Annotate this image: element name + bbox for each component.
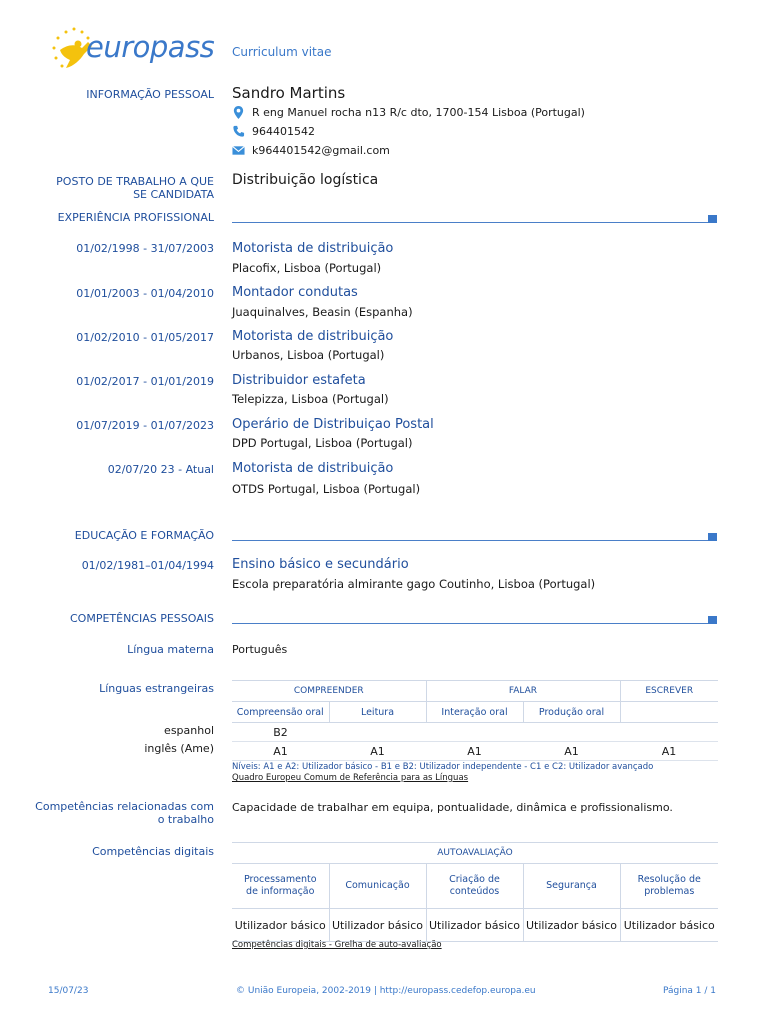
level-cell: B2 [232, 723, 329, 742]
digital-col-line: conteúdos [449, 886, 500, 897]
digital-col-header [232, 864, 329, 909]
email-icon [232, 144, 245, 157]
digital-level-cell: Utilizador básico [329, 909, 426, 942]
section-skills: COMPETÊNCIAS PESSOAIS [69, 612, 214, 625]
digital-col-header [329, 864, 426, 909]
experience-title: Motorista de distribuição [232, 329, 394, 344]
experience-title: Operário de Distribuiçao Postal [232, 417, 434, 432]
level-cell [426, 723, 523, 742]
address-row [232, 106, 585, 119]
language-name: espanhol [164, 724, 214, 737]
table-row [232, 723, 718, 742]
education-school: Escola preparatória almirante gago Coutinho, Lisboa (Portugal) [232, 577, 596, 591]
experience-date: 01/07/2019 - 01/07/2023 [76, 419, 214, 432]
digital-level-cell: Utilizador básico [523, 909, 620, 942]
experience-date: 01/02/1998 - 31/07/2003 [76, 242, 214, 255]
job-skills-label-line2: o trabalho [157, 813, 214, 826]
education-title: Ensino básico e secundário [232, 557, 409, 572]
experience-date: 01/02/2017 - 01/01/2019 [76, 375, 214, 388]
footer-date: 15/07/23 [48, 986, 89, 996]
level-cell [329, 723, 426, 742]
levels-note: Níveis: A1 e A2: Utilizador básico - B1 e B2: Utilizador independente - C1 e C2: Utilizador avançado [232, 762, 654, 772]
section-personal-info: INFORMAÇÃO PESSOAL [86, 88, 214, 101]
job-skills-label [35, 800, 214, 826]
header-autoavaliacao: AUTOAVALIAÇÃO [232, 843, 718, 864]
header-comp-oral: Compreensão oral [232, 702, 329, 723]
experience-date: 01/02/2010 - 01/05/2017 [76, 331, 214, 344]
experience-employer: OTDS Portugal, Lisboa (Portugal) [232, 482, 421, 496]
experience-employer: DPD Portugal, Lisboa (Portugal) [232, 436, 413, 450]
document-title: Curriculum vitae [232, 45, 332, 59]
section-education: EDUCAÇÃO E FORMAÇÃO [74, 529, 214, 542]
cefr-link[interactable]: Quadro Europeu Comum de Referência para as Línguas [232, 773, 469, 783]
mother-tongue-value: Português [232, 643, 288, 656]
section-experience: EXPERIÊNCIA PROFISSIONAL [57, 211, 214, 224]
section-divider-marker [708, 215, 717, 223]
header-producao: Produção oral [523, 702, 620, 723]
job-skills-value: Capacidade de trabalhar em equipa, pontualidade, dinâmica e profissionalismo. [232, 801, 673, 814]
experience-employer: Placofix, Lisboa (Portugal) [232, 261, 382, 275]
phone-text: 964401542 [252, 125, 315, 138]
header-interacao: Interação oral [426, 702, 523, 723]
job-applied-value: Distribuição logística [232, 172, 379, 188]
experience-title: Montador condutas [232, 285, 358, 300]
section-divider-marker [708, 616, 717, 624]
header-compreender: COMPREENDER [232, 681, 426, 702]
email-row[interactable] [232, 144, 390, 157]
job-applied-label [56, 175, 214, 201]
phone-row [232, 125, 315, 138]
level-cell [523, 723, 620, 742]
job-skills-label-line1: Competências relacionadas com [35, 800, 214, 813]
europass-logo-text: europass [86, 30, 215, 64]
footer-page: Página 1 / 1 [662, 986, 716, 996]
language-table [232, 680, 718, 761]
experience-employer: Telepizza, Lisboa (Portugal) [232, 392, 389, 406]
job-applied-label-line1: POSTO DE TRABALHO A QUE [56, 175, 214, 188]
digital-col-line: Processamento [243, 874, 317, 885]
section-divider-marker [708, 533, 717, 541]
level-cell: A1 [620, 742, 718, 761]
level-cell: A1 [329, 742, 426, 761]
digital-col-line: Segurança [546, 880, 597, 891]
digital-level-cell: Utilizador básico [426, 909, 523, 942]
level-cell: A1 [523, 742, 620, 761]
level-cell: A1 [426, 742, 523, 761]
digital-grid-link[interactable]: Competências digitais - Grelha de auto-avaliação [232, 940, 442, 950]
digital-level-cell: Utilizador básico [620, 909, 718, 942]
digital-col-header [426, 864, 523, 909]
digital-col-header [523, 864, 620, 909]
level-cell: A1 [232, 742, 329, 761]
section-divider [232, 222, 708, 223]
experience-employer: Juaquinalves, Beasin (Espanha) [232, 305, 413, 319]
digital-col-line: Comunicação [345, 880, 410, 891]
foreign-languages-label: Línguas estrangeiras [99, 682, 214, 695]
mother-tongue-label: Língua materna [127, 643, 214, 656]
table-row [232, 909, 718, 942]
table-row [232, 742, 718, 761]
job-applied-label-line2: SE CANDIDATA [133, 188, 214, 201]
candidate-name: Sandro Martins [232, 84, 346, 102]
digital-col-line: de informação [246, 886, 315, 897]
experience-date: 01/01/2003 - 01/04/2010 [76, 287, 214, 300]
header-falar: FALAR [426, 681, 620, 702]
section-divider [232, 623, 708, 624]
address-text: R eng Manuel rocha n13 R/c dto, 1700-154 Lisboa (Portugal) [252, 106, 585, 119]
digital-skills-label: Competências digitais [92, 845, 214, 858]
experience-employer: Urbanos, Lisboa (Portugal) [232, 348, 385, 362]
experience-date: 02/07/20 23 - Atual [107, 463, 214, 476]
location-icon [232, 106, 245, 119]
digital-col-line: Resolução de [637, 874, 701, 885]
header-leitura: Leitura [329, 702, 426, 723]
digital-level-cell: Utilizador básico [232, 909, 329, 942]
europass-logo [48, 26, 218, 74]
language-name: inglês (Ame) [144, 742, 214, 755]
email-text[interactable]: k964401542@gmail.com [252, 144, 390, 157]
header-escrita [620, 702, 718, 723]
footer-copyright[interactable]: © União Europeia, 2002-2019 | http://europass.cedefop.europa.eu [236, 986, 536, 996]
section-divider [232, 540, 708, 541]
digital-col-line: problemas [644, 886, 695, 897]
digital-col-header [620, 864, 718, 909]
experience-title: Distribuidor estafeta [232, 373, 366, 388]
phone-icon [232, 125, 245, 138]
header-escrever: ESCREVER [620, 681, 718, 702]
experience-title: Motorista de distribuição [232, 241, 394, 256]
education-date: 01/02/1981–01/04/1994 [81, 559, 214, 572]
level-cell [620, 723, 718, 742]
experience-title: Motorista de distribuição [232, 461, 394, 476]
digital-skills-table [232, 842, 718, 942]
digital-col-line: Criação de [449, 874, 500, 885]
